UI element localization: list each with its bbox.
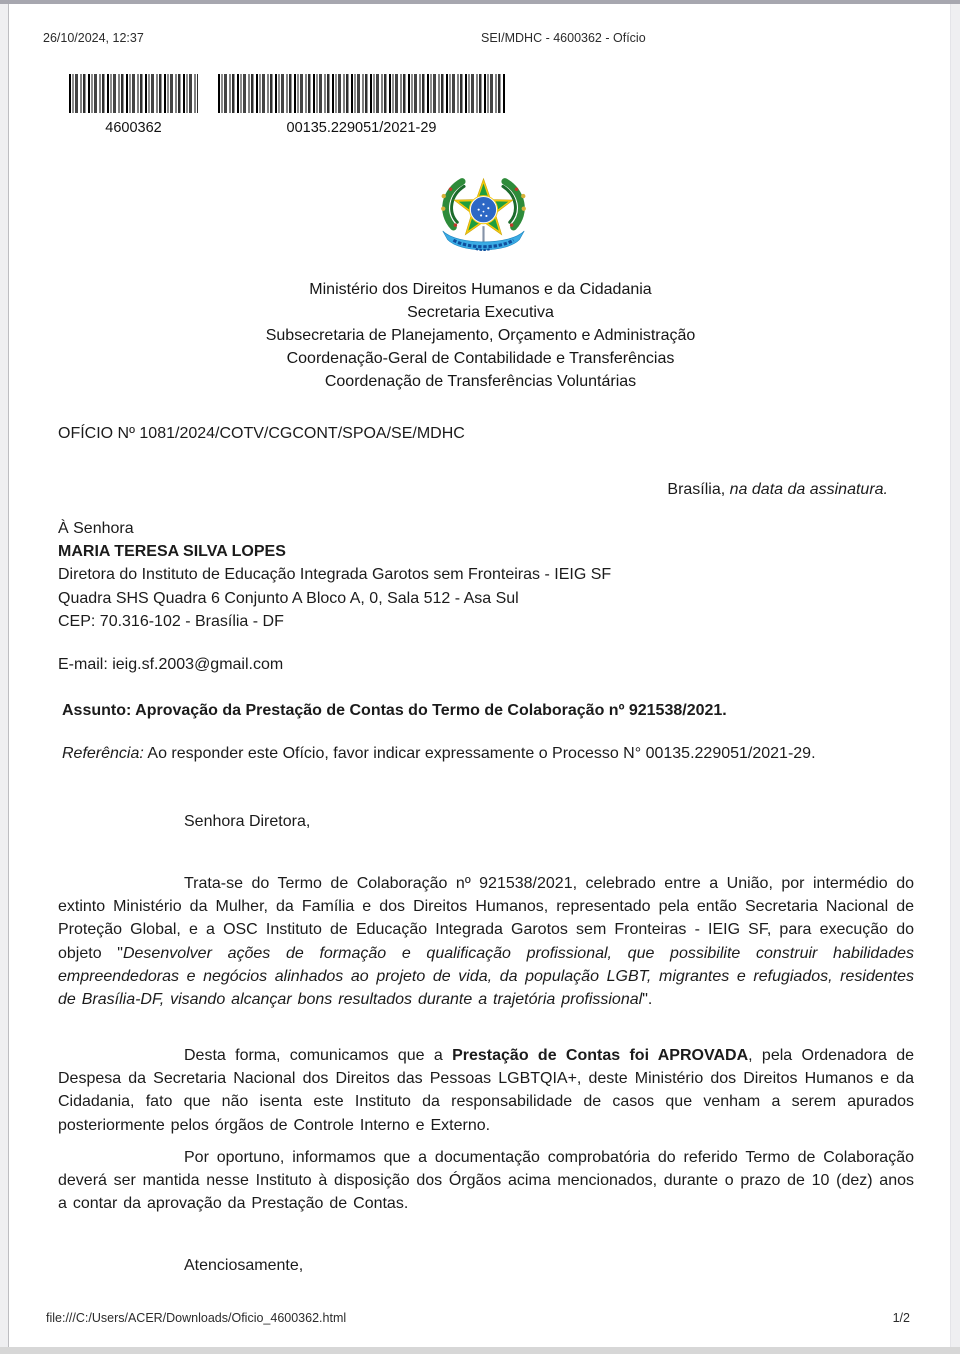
letterhead-line-coord: Coordenação de Transferências Voluntárias (324, 373, 637, 390)
recipient-block (58, 517, 611, 633)
recipient-cep: CEP: 70.316-102 - Brasília - DF (58, 612, 284, 630)
window-bottom-edge (0, 1347, 960, 1354)
signature-date-note: na data da assinatura. (729, 481, 888, 498)
reference-label: Referência: (62, 745, 144, 762)
reference-text: Ao responder este Ofício, favor indicar expressamente o Processo N° 00135.229051/2021-29. (143, 745, 816, 762)
p1-object-quote: Desenvolver ações de formação e qualificação profissional, que possibilite construir habilidades empreendedoras e negócios alinhados ao projeto de vida, da população LGBT, migrantes e refugiados, residentes de Brasília-DF, visando alcançar bons resultados durante a trajetória profissional (58, 944, 914, 1009)
body-paragraph-2 (58, 1044, 914, 1137)
celestial-globe (470, 197, 496, 223)
document-page (8, 4, 951, 1347)
document-number: 4600362 (105, 120, 162, 136)
place-prefix: Brasília, (667, 481, 730, 498)
letterhead-line-secretaria: Secretaria Executiva (407, 304, 554, 321)
brazil-coat-of-arms-icon (430, 166, 537, 263)
letterhead-line-subsecretaria: Subsecretaria de Planejamento, Orçamento e Administração (265, 327, 696, 344)
p2-lead: Desta forma, comunicamos que a (184, 1047, 453, 1064)
document-barcode (69, 74, 198, 113)
file-path: file:///C:/Users/ACER/Downloads/Oficio_4600362.html (46, 1311, 347, 1325)
letter-salutation: Senhora Diretora, (184, 813, 311, 830)
reference-line (62, 745, 816, 763)
oficio-number: OFÍCIO Nº 1081/2024/COTV/CGCONT/SPOA/SE/MDHC (58, 425, 465, 442)
p2-approved-highlight: Prestação de Contas foi APROVADA (452, 1047, 749, 1064)
place-date-line (667, 481, 888, 499)
letterhead-line-ministry: Ministério dos Direitos Humanos e da Cidadania (309, 281, 652, 298)
p1-tail: ". (642, 991, 653, 1009)
body-paragraph-3: Por oportuno, informamos que a documentação comprobatória do referido Termo de Colaboração deverá ser mantida nesse Instituto à disposição dos Órgãos acima mencionados, durante o prazo de 10 (dez) anos a contar da aprovação da Prestação de Contas. (58, 1149, 914, 1213)
p1-lead: Trata-se do Termo de Colaboração nº 921538/2021, celebrado entre a União, por intermédio do extinto Ministério da Mulher, da Família e dos Direitos Humanos, representado pela então Secretaria Nacional de Proteção Global, e a OSC Instituto de Educação Integrada Garotos sem Fronteiras - IEIG SF, para execução do objeto " (58, 875, 914, 962)
email-line: E-mail: ieig.sf.2003@gmail.com (58, 656, 284, 673)
recipient-salutation: À Senhora (58, 520, 134, 537)
recipient-address: Quadra SHS Quadra 6 Conjunto A Bloco A, 0, Sala 512 - Asa Sul (58, 589, 519, 607)
print-datetime: 26/10/2024, 12:37 (43, 31, 144, 45)
subject-line: Assunto: Aprovação da Prestação de Contas do Termo de Colaboração nº 921538/2021. (62, 702, 727, 719)
letterhead-line-coord-geral: Coordenação-Geral de Contabilidade e Transferências (286, 350, 675, 367)
process-number: 00135.229051/2021-29 (286, 120, 437, 136)
body-paragraph-1 (58, 872, 914, 1011)
recipient-role: Diretora do Instituto de Educação Integrada Garotos sem Fronteiras - IEIG SF (58, 566, 612, 584)
closing: Atenciosamente, (184, 1257, 304, 1274)
p2-tail: , pela Ordenadora de Despesa da Secretaria Nacional dos Direitos das Pessoas LGBTQIA+, deste Ministério dos Direitos Humanos e da Cidadania, fato que não isenta este Instituto da responsabilidade de casos que venham a serem apurados posteriormente pelos órgãos de Controle Interno e Externo. (58, 1047, 915, 1134)
print-title: SEI/MDHC - 4600362 - Ofício (481, 31, 646, 45)
page-indicator: 1/2 (892, 1311, 910, 1325)
process-barcode (218, 74, 505, 113)
recipient-name: MARIA TERESA SILVA LOPES (58, 543, 286, 561)
letterhead (9, 278, 952, 393)
